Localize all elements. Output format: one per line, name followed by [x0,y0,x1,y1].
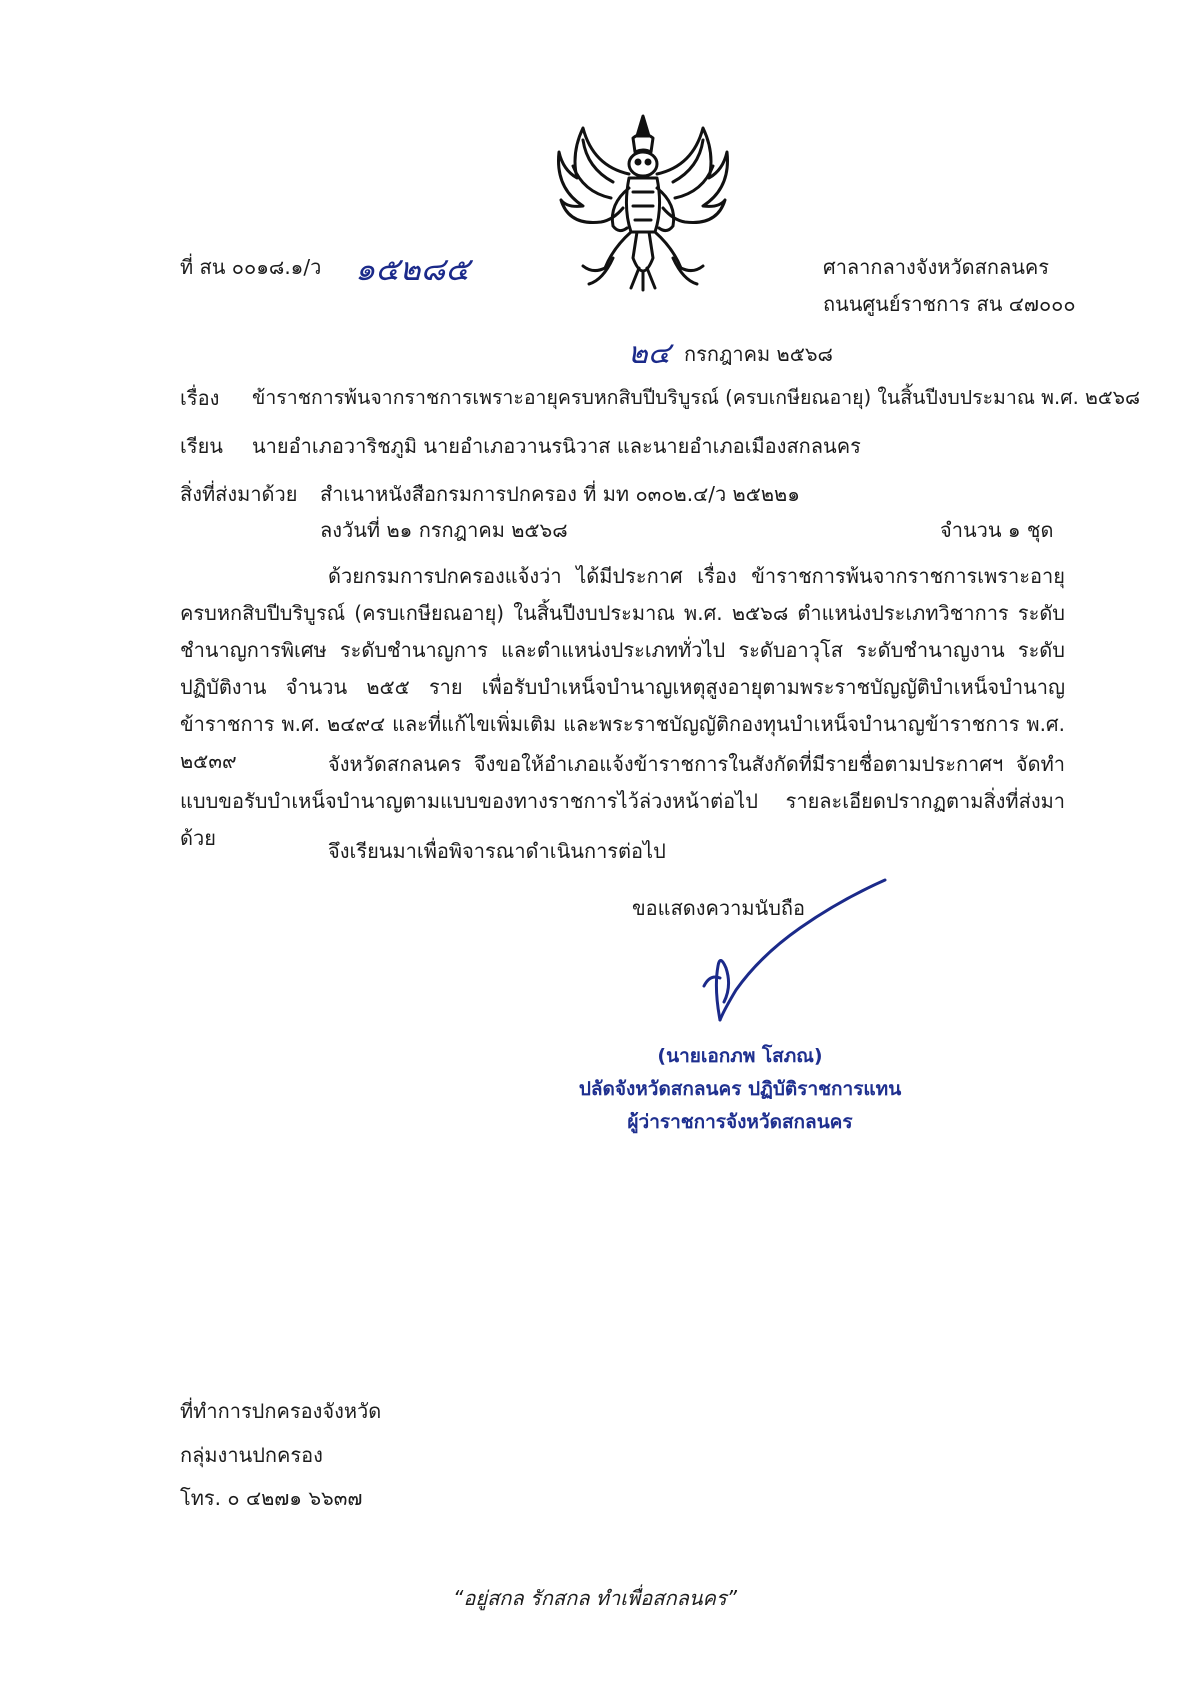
recipient-label: เรียน [180,434,223,458]
recipient-text: นายอำเภอวาริชภูมิ นายอำเภอวานรนิวาส และนายอำเภอเมืองสกลนคร [252,434,861,458]
footer-phone: โทร. ๐ ๔๒๗๑ ๖๖๓๗ [180,1486,363,1510]
sender-address-line2: ถนนศูนย์ราชการ สน ๔๗๐๐๐ [823,292,1076,316]
date-month-year: กรกฎาคม ๒๕๖๘ [684,342,833,366]
reference-number-label: ที่ สน ๐๐๑๘.๑/ว [180,255,322,279]
body-paragraph-2: จังหวัดสกลนคร จึงขอให้อำเภอแจ้งข้าราชการในสังกัดที่มีรายชื่อตามประกาศฯ จัดทำแบบขอรับบำเหน็จบำนาญตามแบบของทางราชการไว้ล่วงหน้าต่อไป รายละเอียดปรากฏตามสิ่งที่ส่งมาด้วย [180,752,1065,850]
footer-group: กลุ่มงานปกครอง [180,1443,323,1467]
subject-label: เรื่อง [180,386,220,410]
closing-salutation: ขอแสดงความนับถือ [632,896,806,920]
signatory-position-1: ปลัดจังหวัดสกลนคร ปฏิบัติราชการแทน [578,1078,902,1100]
signatory-name: (นายเอกภพ โสภณ) [657,1045,823,1067]
enclosure-quantity: จำนวน ๑ ชุด [940,518,1054,542]
enclosure-line2: ลงวันที่ ๒๑ กรกฎาคม ๒๕๖๘ [320,518,568,542]
body-paragraph-1: ด้วยกรมการปกครองแจ้งว่า ได้มีประกาศ เรื่อง ข้าราชการพ้นจากราชการเพราะอายุครบหกสิบปีบริบูรณ์ (ครบเกษียณอายุ) ในสิ้นปีงบประมาณ พ.ศ. ๒๕๖๘ ตำแหน่งประเภทวิชาการ ระดับชำนาญการพิเศษ ระดับชำนาญการ และตำแหน่งประเภททั่วไป ระดับอาวุโส ระดับชำนาญงาน ระดับปฏิบัติงาน จำนวน ๒๕๕ ราย เพื่อรับบำเหน็จบำนาญเหตุสูงอายุตามพระราชบัญญัติบำเหน็จบำนาญข้าราชการ พ.ศ. ๒๔๙๔ และที่แก้ไขเพิ่มเติม และพระราชบัญญัติกองทุนบำเหน็จบำนาญข้าราชการ พ.ศ. ๒๕๓๙ [180,564,1065,773]
subject-text: ข้าราชการพ้นจากราชการเพราะอายุครบหกสิบปีบริบูรณ์ (ครบเกษียณอายุ) ในสิ้นปีงบประมาณ พ.ศ. ๒๕๖๘ [252,386,1141,409]
body-paragraph-3: จึงเรียนมาเพื่อพิจารณาดำเนินการต่อไป [328,839,666,863]
signatory-position-2: ผู้ว่าราชการจังหวัดสกลนคร [627,1111,853,1133]
sender-address-line1: ศาลากลางจังหวัดสกลนคร [823,255,1050,279]
handwritten-reference-number: ๑๕๒๘๕ [355,250,470,288]
enclosure-label: สิ่งที่ส่งมาด้วย [180,482,298,506]
footer-office: ที่ทำการปกครองจังหวัด [180,1399,382,1423]
handwritten-signature [680,870,910,1045]
enclosure-line1: สำเนาหนังสือกรมการปกครอง ที่ มท ๐๓๐๒.๔/ว ๒๕๒๒๑ [320,482,800,506]
handwritten-date-day: ๒๔ [628,336,671,371]
provincial-motto: “อยู่สกล รักสกล ทำเพื่อสกลนคร” [453,1586,737,1610]
garuda-emblem-icon [553,108,733,293]
